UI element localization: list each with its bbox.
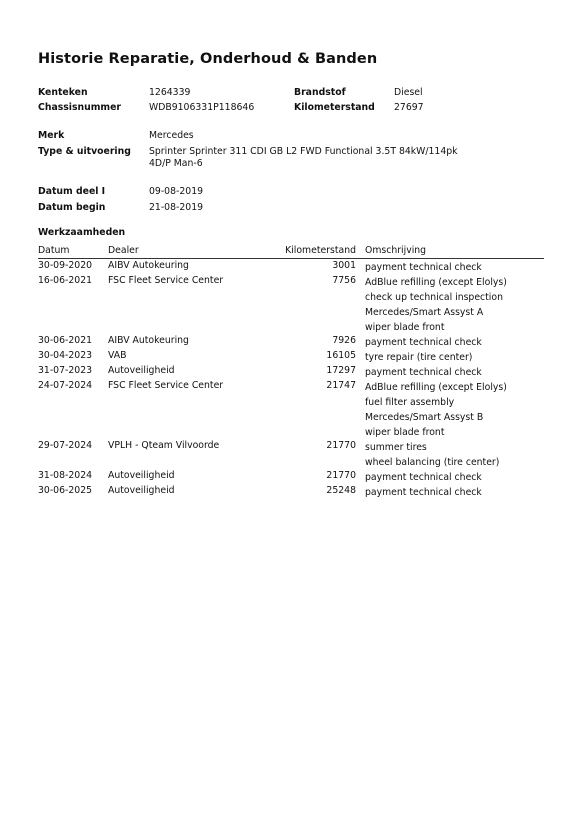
row-date: 24-07-2024 <box>38 380 93 391</box>
table-row <box>38 275 544 335</box>
row-km: 16105 <box>326 350 356 361</box>
table-row <box>38 365 544 380</box>
column-header-description: Omschrijving <box>365 245 427 256</box>
row-date: 30-04-2023 <box>38 350 93 361</box>
datum-deel-label: Datum deel I <box>38 186 106 197</box>
row-description-list <box>365 380 507 440</box>
datum-begin-value: 21-08-2019 <box>149 202 204 213</box>
row-description-text: wiper blade front <box>365 427 445 438</box>
row-description-list <box>365 350 472 365</box>
row-dealer: FSC Fleet Service Center <box>108 275 224 286</box>
row-description-list <box>365 365 482 380</box>
table-header <box>38 245 544 259</box>
row-description-text: payment technical check <box>365 487 482 498</box>
chassis-label: Chassisnummer <box>38 102 122 113</box>
row-description-text: wheel balancing (tire center) <box>365 457 500 468</box>
brandstof-value: Diesel <box>394 87 423 98</box>
row-date: 31-08-2024 <box>38 470 93 481</box>
row-km: 21770 <box>326 470 356 481</box>
row-km: 3001 <box>332 260 356 271</box>
table-row <box>38 350 544 365</box>
row-dealer: FSC Fleet Service Center <box>108 380 224 391</box>
row-date: 31-07-2023 <box>38 365 93 376</box>
row-dealer: Autoveiligheid <box>108 485 175 496</box>
row-dealer: Autoveiligheid <box>108 470 175 481</box>
page-title: Historie Reparatie, Onderhoud & Banden <box>38 51 378 67</box>
row-dealer: Autoveiligheid <box>108 365 175 376</box>
km-value: 27697 <box>394 102 424 113</box>
row-description-item <box>365 260 482 275</box>
row-dealer: AIBV Autokeuring <box>108 335 189 346</box>
row-description-text: fuel filter assembly <box>365 397 455 408</box>
row-description-item <box>365 305 507 320</box>
row-km: 7756 <box>332 275 356 286</box>
row-description-item <box>365 290 507 305</box>
row-date: 16-06-2021 <box>38 275 93 286</box>
row-description-text: payment technical check <box>365 337 482 348</box>
row-km: 7926 <box>332 335 356 346</box>
row-dealer: AIBV Autokeuring <box>108 260 189 271</box>
row-description-item <box>365 350 472 365</box>
row-description-item <box>365 485 482 500</box>
merk-value: Mercedes <box>149 130 194 141</box>
row-dealer: VAB <box>108 350 127 361</box>
datum-begin-label: Datum begin <box>38 202 106 213</box>
row-description-text: wiper blade front <box>365 322 445 333</box>
row-description-item <box>365 395 507 410</box>
row-description-list <box>365 485 482 500</box>
row-description-list <box>365 260 482 275</box>
kenteken-label: Kenteken <box>38 87 88 98</box>
row-description-text: payment technical check <box>365 367 482 378</box>
row-description-list <box>365 470 482 485</box>
row-description-list <box>365 275 507 335</box>
kenteken-value: 1264339 <box>149 87 191 98</box>
merk-label: Merk <box>38 130 65 141</box>
column-header-dealer: Dealer <box>108 245 139 256</box>
row-description-item <box>365 425 507 440</box>
table-row <box>38 485 544 500</box>
row-km: 21747 <box>326 380 356 391</box>
row-description-text: summer tires <box>365 442 427 453</box>
datum-deel-value: 09-08-2019 <box>149 186 204 197</box>
km-label: Kilometerstand <box>294 102 375 113</box>
row-description-text: payment technical check <box>365 262 482 273</box>
type-value: Sprinter Sprinter 311 CDI GB L2 FWD Functional 3.5T 84kW/114pk 4D/P Man-6 <box>149 146 458 169</box>
row-description-text: AdBlue refilling (except Elolys) <box>365 277 507 288</box>
row-description-item <box>365 320 507 335</box>
row-description-item <box>365 365 482 380</box>
type-label: Type & uitvoering <box>38 146 131 157</box>
row-description-item <box>365 470 482 485</box>
row-dealer: VPLH - Qteam Vilvoorde <box>108 440 220 451</box>
row-date: 30-06-2021 <box>38 335 93 346</box>
table-body <box>38 260 544 500</box>
row-description-text: check up technical inspection <box>365 292 503 303</box>
table-row <box>38 470 544 485</box>
row-km: 17297 <box>326 365 356 376</box>
row-date: 30-09-2020 <box>38 260 93 271</box>
row-description-item <box>365 335 482 350</box>
column-header-km: Kilometerstand <box>285 245 356 256</box>
row-date: 29-07-2024 <box>38 440 93 451</box>
table-row <box>38 260 544 275</box>
row-description-text: tyre repair (tire center) <box>365 352 473 363</box>
row-description-list <box>365 335 482 350</box>
row-description-text: Mercedes/Smart Assyst A <box>365 307 484 318</box>
row-date: 30-06-2025 <box>38 485 93 496</box>
row-description-text: payment technical check <box>365 472 482 483</box>
row-description-text: AdBlue refilling (except Elolys) <box>365 382 507 393</box>
brandstof-label: Brandstof <box>294 87 346 98</box>
chassis-value: WDB9106331P118646 <box>149 102 255 113</box>
table-row <box>38 380 544 440</box>
row-km: 21770 <box>326 440 356 451</box>
row-description-item <box>365 410 507 425</box>
row-description-text: Mercedes/Smart Assyst B <box>365 412 484 423</box>
row-km: 25248 <box>326 485 356 496</box>
row-description-item <box>365 455 499 470</box>
row-description-list <box>365 440 499 470</box>
table-row <box>38 440 544 470</box>
column-header-date: Datum <box>38 245 70 256</box>
row-description-item <box>365 380 507 395</box>
row-description-item <box>365 275 507 290</box>
table-row <box>38 335 544 350</box>
row-description-item <box>365 440 499 455</box>
work-section-title: Werkzaamheden <box>38 227 126 238</box>
